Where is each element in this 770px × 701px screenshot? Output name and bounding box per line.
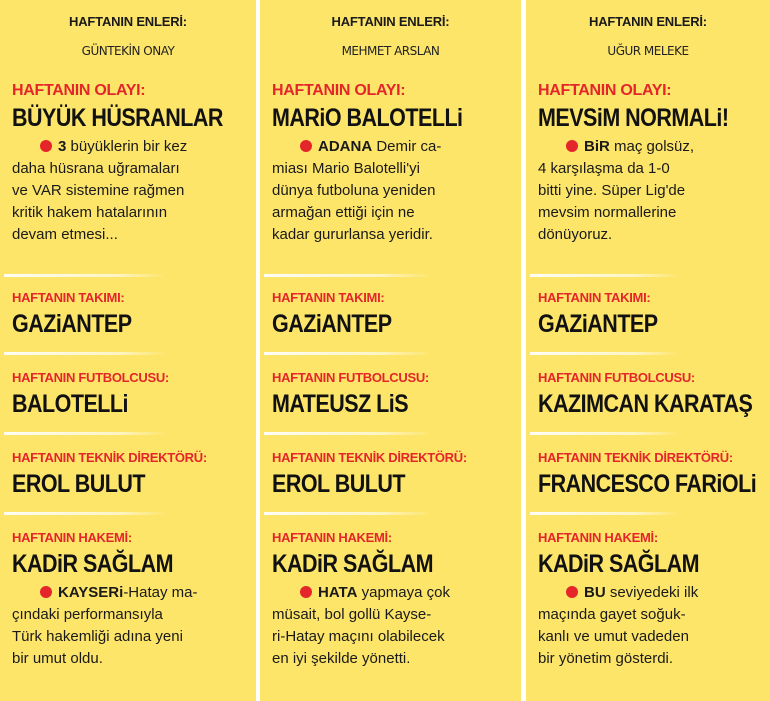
event-label: HAFTANIN OLAYI: [272,82,406,99]
event-description: ADANA Demir ca- miası Mario Balotelli'yi dünya futboluna yeniden armağan ettiği için ne kadar gururlansa yeridir. [272,138,442,243]
referee-section [0,530,256,670]
divider [4,274,166,277]
referee-label: HAFTANIN HAKEMİ: [272,530,392,545]
team-value: GAZiANTEP [538,310,658,338]
player-label: HAFTANIN FUTBOLCUSU: [538,370,695,385]
event-section [0,82,256,246]
event-label: HAFTANIN OLAYI: [12,82,146,99]
referee-description: BU seviyedeki ilk maçında gayet soğuk- kanlı ve umut vadeden bir yönetim gösterdi. [538,584,699,667]
divider [530,352,680,355]
team-label: HAFTANIN TAKIMI: [538,290,651,305]
team-section [260,290,521,338]
coach-value: EROL BULUT [12,470,146,498]
event-section [260,82,521,246]
team-value: GAZiANTEP [272,310,392,338]
team-section [0,290,256,338]
referee-lead: KAYSERi [58,584,124,601]
coach-section [0,450,256,498]
divider [264,512,431,515]
coach-label: HAFTANIN TEKNİK DİREKTÖRÜ: [12,450,207,465]
author-name: UĞUR MELEKE [607,44,689,58]
bullet-icon [300,140,312,152]
divider [4,432,166,435]
referee-lead: BU [584,584,606,601]
bullet-icon [40,586,52,598]
divider [4,512,166,515]
divider [530,432,680,435]
player-section [526,370,770,418]
team-label: HAFTANIN TAKIMI: [272,290,385,305]
event-description: BiR maç golsüz, 4 karşılaşma da 1-0 bitti yine. Süper Lig'de mevsim normallerine dönüyoruz. [538,138,695,243]
author-name: MEHMET ARSLAN [341,44,440,58]
event-lead: 3 [58,138,67,155]
column-header: HAFTANIN ENLERİ: [589,14,707,29]
event-title: BÜYÜK HÜSRANLAR [12,104,223,132]
team-value: GAZiANTEP [12,310,132,338]
divider [264,352,431,355]
referee-value: KADiR SAĞLAM [272,550,434,578]
referee-lead: HATA [318,584,358,601]
referee-label: HAFTANIN HAKEMİ: [12,530,132,545]
event-lead: BiR [584,138,610,155]
player-label: HAFTANIN FUTBOLCUSU: [12,370,169,385]
coach-value: EROL BULUT [272,470,406,498]
column-header: HAFTANIN ENLERİ: [331,14,450,29]
divider [530,274,680,277]
bullet-icon [566,586,578,598]
divider [530,512,680,515]
bullet-icon [566,140,578,152]
coach-section [260,450,521,498]
coach-value: FRANCESCO FARiOLi [538,470,757,498]
referee-section [260,530,521,670]
referee-value: KADiR SAĞLAM [12,550,174,578]
player-value: KAZIMCAN KARATAŞ [538,390,753,418]
event-section [526,82,770,246]
referee-section [526,530,770,670]
team-label: HAFTANIN TAKIMI: [12,290,125,305]
column-header: HAFTANIN ENLERİ: [69,14,187,29]
referee-value: KADiR SAĞLAM [538,550,700,578]
event-title: MARiO BALOTELLi [272,104,463,132]
column-mehmet-arslan [260,0,521,701]
player-label: HAFTANIN FUTBOLCUSU: [272,370,429,385]
player-section [0,370,256,418]
divider [264,432,431,435]
author-name: GÜNTEKİN ONAY [81,44,175,58]
event-title: MEVSiM NORMALi! [538,104,729,132]
event-lead: ADANA [318,138,373,155]
column-guntekin-onay [0,0,256,701]
divider [4,352,166,355]
divider [264,274,431,277]
coach-section [526,450,770,498]
column-ugur-meleke [526,0,770,701]
coach-label: HAFTANIN TEKNİK DİREKTÖRÜ: [538,450,733,465]
referee-label: HAFTANIN HAKEMİ: [538,530,658,545]
referee-description: KAYSERi-Hatay ma- çındaki performansıyla Türk hakemliği adına yeni bir umut oldu. [12,584,198,667]
player-value: MATEUSZ LiS [272,390,409,418]
referee-description: HATA yapmaya çok müsait, bol gollü Kayse- ri-Hatay maçını olabilecek en iyi şekilde yönetti. [272,584,450,667]
bullet-icon [40,140,52,152]
event-label: HAFTANIN OLAYI: [538,82,672,99]
event-description: 3 büyüklerin bir kez daha hüsrana uğramaları ve VAR sistemine rağmen kritik hakem hatalarının devam etmesi... [12,138,188,243]
team-section [526,290,770,338]
bullet-icon [300,586,312,598]
player-section [260,370,521,418]
player-value: BALOTELLi [12,390,128,418]
coach-label: HAFTANIN TEKNİK DİREKTÖRÜ: [272,450,467,465]
